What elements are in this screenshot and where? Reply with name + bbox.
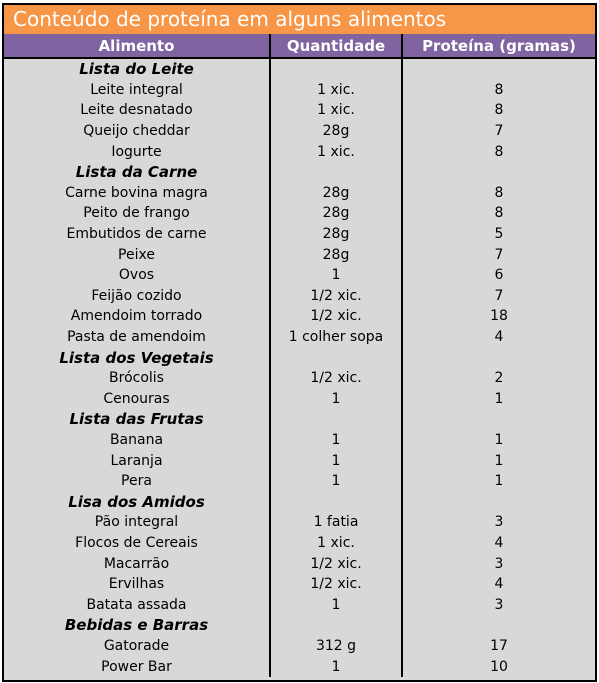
table-row <box>4 553 595 574</box>
protein-table <box>4 34 595 677</box>
table-row <box>4 141 595 162</box>
table-row <box>4 121 595 142</box>
quantity-cell: 1 <box>270 265 402 286</box>
table-row <box>4 430 595 451</box>
quantity-cell: 1 xic. <box>270 100 402 121</box>
food-name-cell: Feijão cozido <box>4 286 270 307</box>
protein-cell: 2 <box>402 368 595 389</box>
protein-cell: 1 <box>402 471 595 492</box>
table-row <box>4 656 595 677</box>
quantity-cell: 28g <box>270 244 402 265</box>
food-name-cell: Banana <box>4 430 270 451</box>
section-title: Bebidas e Barras <box>4 615 270 636</box>
protein-cell: 6 <box>402 265 595 286</box>
quantity-cell: 1/2 xic. <box>270 574 402 595</box>
quantity-cell: 28g <box>270 203 402 224</box>
quantity-cell: 1 <box>270 471 402 492</box>
food-name-cell: Queijo cheddar <box>4 121 270 142</box>
quantity-cell <box>270 409 402 430</box>
table-row <box>4 389 595 410</box>
column-header-protein: Proteína (gramas) <box>402 34 595 58</box>
food-name-cell: Macarrão <box>4 553 270 574</box>
food-name-cell: Batata assada <box>4 594 270 615</box>
table-row <box>4 574 595 595</box>
column-header-food: Alimento <box>4 34 270 58</box>
section-title: Lista do Leite <box>4 58 270 80</box>
food-name-cell: Ervilhas <box>4 574 270 595</box>
table-row <box>4 533 595 554</box>
protein-cell: 1 <box>402 450 595 471</box>
food-name-cell: Carne bovina magra <box>4 183 270 204</box>
food-name-cell: Leite integral <box>4 80 270 101</box>
section-row <box>4 347 595 368</box>
section-title: Lisa dos Amidos <box>4 491 270 512</box>
food-name-cell: Pão integral <box>4 512 270 533</box>
quantity-cell: 1/2 xic. <box>270 306 402 327</box>
section-row <box>4 409 595 430</box>
protein-cell: 8 <box>402 80 595 101</box>
section-row <box>4 58 595 80</box>
table-row <box>4 224 595 245</box>
column-header-quantity: Quantidade <box>270 34 402 58</box>
section-title: Lista dos Vegetais <box>4 347 270 368</box>
protein-cell <box>402 491 595 512</box>
table-row <box>4 100 595 121</box>
food-name-cell: Peixe <box>4 244 270 265</box>
protein-cell <box>402 58 595 80</box>
food-name-cell: Pasta de amendoim <box>4 327 270 348</box>
table-row <box>4 594 595 615</box>
protein-cell: 8 <box>402 100 595 121</box>
protein-cell: 4 <box>402 574 595 595</box>
protein-cell: 3 <box>402 512 595 533</box>
food-name-cell: Brócolis <box>4 368 270 389</box>
quantity-cell: 28g <box>270 121 402 142</box>
section-title: Lista da Carne <box>4 162 270 183</box>
protein-cell: 8 <box>402 203 595 224</box>
table-row <box>4 368 595 389</box>
protein-cell: 10 <box>402 656 595 677</box>
protein-cell: 8 <box>402 183 595 204</box>
quantity-cell: 312 g <box>270 636 402 657</box>
protein-cell: 18 <box>402 306 595 327</box>
quantity-cell: 1 <box>270 450 402 471</box>
protein-cell <box>402 347 595 368</box>
quantity-cell: 1/2 xic. <box>270 553 402 574</box>
quantity-cell: 1 fatia <box>270 512 402 533</box>
table-row <box>4 471 595 492</box>
quantity-cell: 1 xic. <box>270 141 402 162</box>
section-row <box>4 615 595 636</box>
food-name-cell: Embutidos de carne <box>4 224 270 245</box>
protein-cell: 4 <box>402 327 595 348</box>
table-body <box>4 58 595 677</box>
quantity-cell: 1 xic. <box>270 80 402 101</box>
quantity-cell <box>270 615 402 636</box>
quantity-cell <box>270 491 402 512</box>
quantity-cell <box>270 347 402 368</box>
table-row <box>4 636 595 657</box>
food-name-cell: Gatorade <box>4 636 270 657</box>
quantity-cell <box>270 162 402 183</box>
table-row <box>4 183 595 204</box>
section-title: Lista das Frutas <box>4 409 270 430</box>
protein-cell: 1 <box>402 430 595 451</box>
quantity-cell: 1 <box>270 656 402 677</box>
section-row <box>4 491 595 512</box>
protein-cell: 3 <box>402 594 595 615</box>
protein-cell: 4 <box>402 533 595 554</box>
protein-cell: 7 <box>402 121 595 142</box>
section-row <box>4 162 595 183</box>
table-row <box>4 512 595 533</box>
protein-cell <box>402 409 595 430</box>
protein-cell: 17 <box>402 636 595 657</box>
protein-table-frame <box>2 3 597 682</box>
protein-cell <box>402 615 595 636</box>
protein-cell <box>402 162 595 183</box>
quantity-cell: 1 <box>270 594 402 615</box>
food-name-cell: Power Bar <box>4 656 270 677</box>
protein-cell: 5 <box>402 224 595 245</box>
header-row <box>4 34 595 58</box>
protein-cell: 7 <box>402 286 595 307</box>
food-name-cell: Pera <box>4 471 270 492</box>
table-title: Conteúdo de proteína em alguns alimentos <box>4 5 595 34</box>
food-name-cell: Cenouras <box>4 389 270 410</box>
table-row <box>4 306 595 327</box>
food-name-cell: Flocos de Cereais <box>4 533 270 554</box>
table-row <box>4 203 595 224</box>
table-row <box>4 450 595 471</box>
food-name-cell: Ovos <box>4 265 270 286</box>
food-name-cell: Iogurte <box>4 141 270 162</box>
table-row <box>4 327 595 348</box>
table-row <box>4 265 595 286</box>
table-row <box>4 286 595 307</box>
food-name-cell: Peito de frango <box>4 203 270 224</box>
protein-cell: 3 <box>402 553 595 574</box>
quantity-cell: 1 colher sopa <box>270 327 402 348</box>
quantity-cell: 1/2 xic. <box>270 368 402 389</box>
table-row <box>4 244 595 265</box>
table-row <box>4 80 595 101</box>
quantity-cell: 1 xic. <box>270 533 402 554</box>
quantity-cell: 28g <box>270 224 402 245</box>
quantity-cell <box>270 58 402 80</box>
protein-cell: 1 <box>402 389 595 410</box>
quantity-cell: 1 <box>270 389 402 410</box>
protein-cell: 8 <box>402 141 595 162</box>
protein-cell: 7 <box>402 244 595 265</box>
quantity-cell: 1/2 xic. <box>270 286 402 307</box>
food-name-cell: Laranja <box>4 450 270 471</box>
quantity-cell: 1 <box>270 430 402 451</box>
food-name-cell: Leite desnatado <box>4 100 270 121</box>
food-name-cell: Amendoim torrado <box>4 306 270 327</box>
quantity-cell: 28g <box>270 183 402 204</box>
